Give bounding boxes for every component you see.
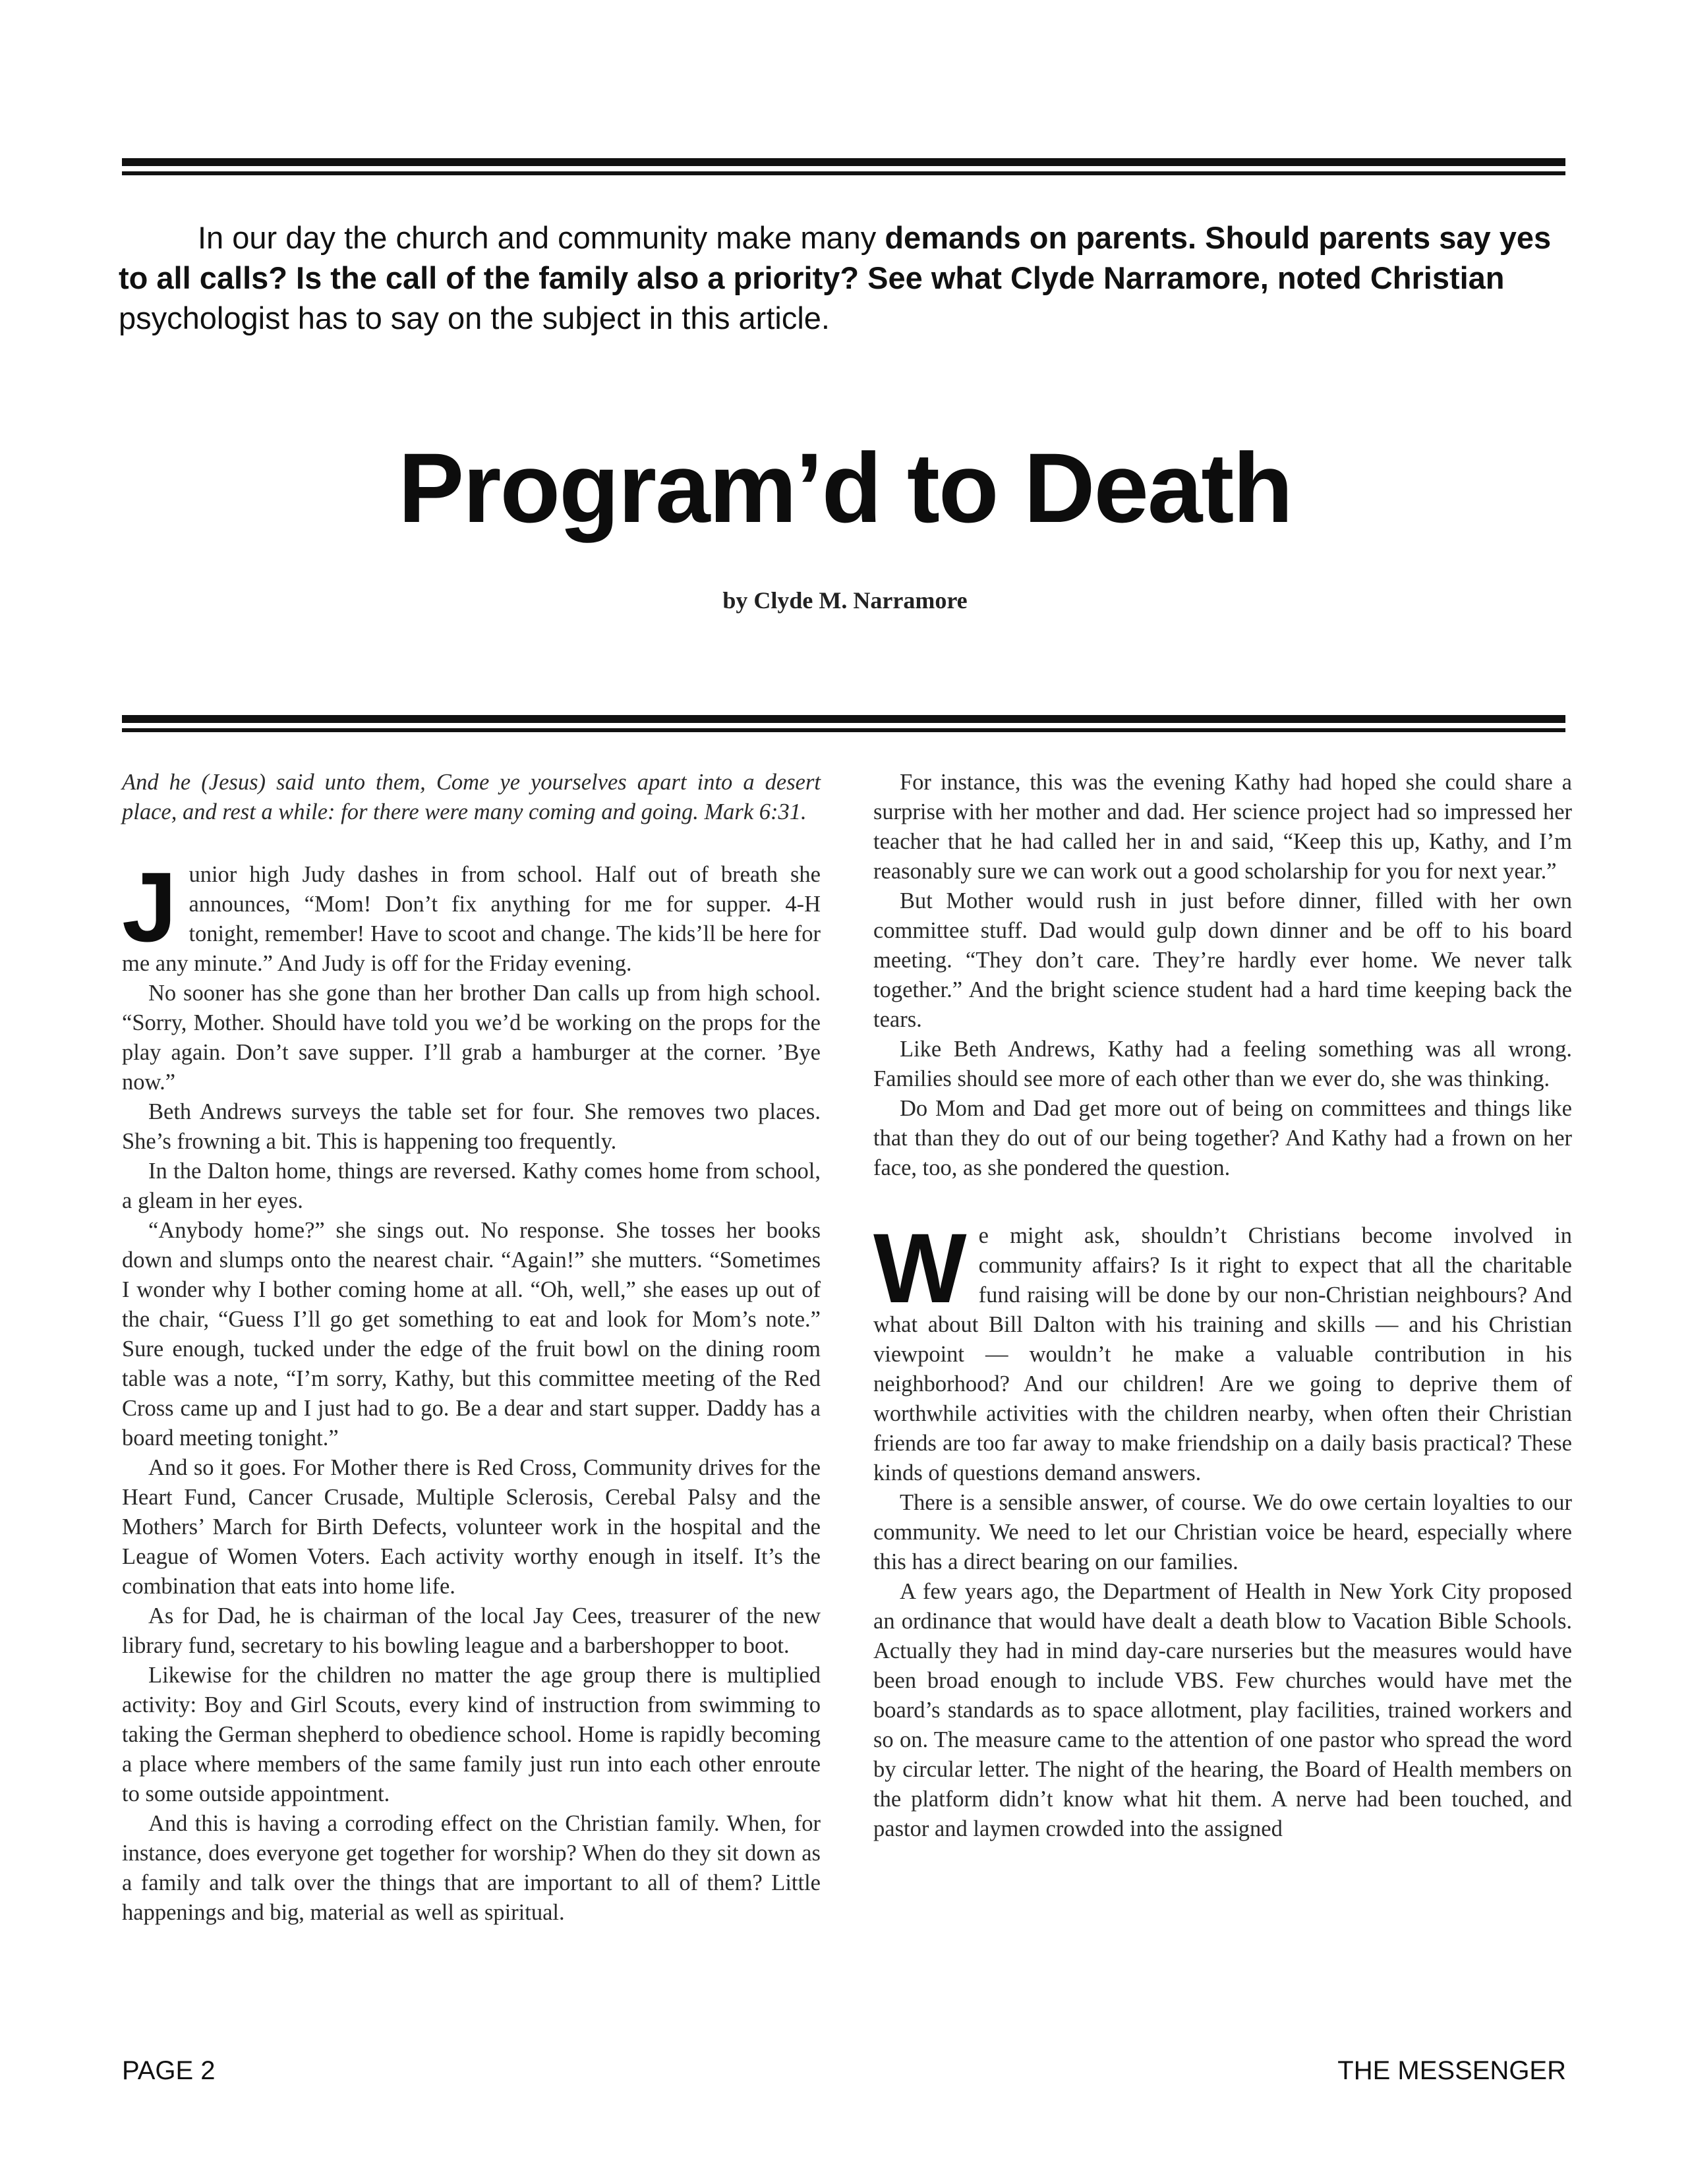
article-title: Program’d to Death bbox=[398, 432, 1292, 543]
paragraph: And this is having a corroding effect on the Christian family. When, for instance, does everyone get together for worship? When do they sit down as a family and talk over the things that are important to all of them? Little happenings and big, material as well as spiritual. bbox=[122, 1811, 821, 1925]
paragraph: There is a sensible answer, of course. We do owe certain loyalties to our community. We need to let our Christian voice be heard, especially where this has a direct bearing on our families. bbox=[873, 1490, 1572, 1574]
section-gap bbox=[873, 1183, 1572, 1221]
paragraph bbox=[122, 851, 821, 979]
left-column bbox=[122, 768, 821, 1928]
paragraph: Like Beth Andrews, Kathy had a feeling something was all wrong. Families should see more of each other than we ever do, she was thinking. bbox=[873, 1037, 1572, 1091]
paragraph: Beth Andrews surveys the table set for four. She removes two places. She’s frowning a bit. This is happening too frequently. bbox=[122, 1099, 821, 1154]
drop-cap: J bbox=[122, 851, 177, 962]
paragraph: No sooner has she gone than her brother Dan calls up from high school. “Sorry, Mother. Should have told you we’d be working on the props for the play again. Don’t save supper. I’ll grab a hamburger at the corner. ’Bye now.” bbox=[122, 981, 821, 1095]
paragraph: Likewise for the children no matter the age group there is multiplied activity: Boy and Girl Scouts, every kind of instruction from swimming to taking the German shepherd to obedience school. Home is rapidly becoming a place where members of the same family just run into each other enroute to some outside appointment. bbox=[122, 1663, 821, 1806]
paragraph: A few years ago, the Department of Health in New York City proposed an ordinance that would have dealt a death blow to Vacation Bible Schools. Actually they had in mind day-care nurseries but the measures would have been broad enough to include VBS. Few churches would have met the board’s standards as to space allotment, play facilities, trained workers and so on. The measure came to the attention of one pastor who spread the word by circular letter. The night of the hearing, the Board of Health members on the platform didn’t know what hit them. A nerve had been touched, and pastor and laymen crowded into the assigned bbox=[873, 1579, 1572, 1841]
publication-name: THE MESSENGER bbox=[1337, 2056, 1566, 2085]
intro-tail: psychologist has to say on the subject in this article. bbox=[119, 301, 830, 335]
paragraph: And so it goes. For Mother there is Red Cross, Community drives for the Heart Fund, Cancer Crusade, Multiple Sclerosis, Cerebal Palsy and the Mothers’ March for Birth Defects, volunteer work in the hospital and the League of Women Voters. Each activity worthy enough in itself. It’s the combination that eats into home life. bbox=[122, 1455, 821, 1599]
paragraph: But Mother would rush in just before dinner, filled with her own committee stuff. Dad would gulp down dinner and be off to his board meeting. “They don’t care. They’re hardly ever home. We never talk together.” And the bright science student had a hard time keeping back the tears. bbox=[873, 888, 1572, 1032]
right-column bbox=[873, 768, 1572, 1844]
top-rule bbox=[122, 158, 1565, 175]
intro-lead: In our day the church and community make many bbox=[198, 220, 877, 255]
paragraph: In the Dalton home, things are reversed. Kathy comes home from school, a gleam in her eyes. bbox=[122, 1159, 821, 1213]
paragraph: For instance, this was the evening Kathy had hoped she could share a surprise with her mother and dad. Her science project had so impressed her teacher that he had called her in and said, “Keep this up, Kathy, and I’m reasonably sure we can work out a good scholarship for you for next year.” bbox=[873, 770, 1572, 884]
drop-cap: W bbox=[873, 1213, 967, 1323]
paragraph: Do Mom and Dad get more out of being on committees and things like that than they do out of our being together? And Kathy had a frown on her face, too, as she pondered the question. bbox=[873, 1096, 1572, 1180]
paragraph-text: e might ask, shouldn’t Christians become involved in community affairs? Is it right to expect that all the charitable fund raising will be done by our non-Christian neighbours? And what about Bill Dalton with his training and skills — and his Christian viewpoint — wouldn’t he make a valuable contribution in his neighborhood? And our children! Are we going to deprive them of worthwhile activities with the children nearby, when often their Christian friends are too far away to make friendship on a daily basis practical? These kinds of questions demand answers. bbox=[873, 1223, 1572, 1485]
epigraph: And he (Jesus) said unto them, Come ye yourselves apart into a desert place, and rest a while: for there were many coming and going. Mark 6:31. bbox=[122, 770, 821, 824]
paragraph: As for Dad, he is chairman of the local Jay Cees, treasurer of the new library fund, secretary to his bowling league and a barbershopper to boot. bbox=[122, 1603, 821, 1658]
byline: by Clyde M. Narramore bbox=[722, 587, 968, 614]
mid-rule bbox=[122, 715, 1565, 732]
intro-blurb bbox=[119, 217, 1575, 338]
paragraph bbox=[873, 1213, 1572, 1488]
page-number: PAGE 2 bbox=[122, 2056, 216, 2085]
intro-bold: demands on parents. Should parents say yes to all calls? Is the call of the family also a priority? See what Clyde Narramore, noted Christian bbox=[119, 220, 1552, 295]
paragraph: “Anybody home?” she sings out. No response. She tosses her books down and slumps onto the nearest chair. “Again!” she mutters. “Sometimes I wonder why I bother coming home at all. “Oh, well,” she eases up out of the chair, “Guess I’ll go get something to eat and look for Mom’s note.” Sure enough, tucked under the edge of the fruit bowl on the dining room table was a note, “I’m sorry, Kathy, but this committee meeting of the Red Cross came up and I just had to go. Be a dear and start supper. Daddy has a board meeting tonight.” bbox=[122, 1218, 821, 1451]
paragraph-text: unior high Judy dashes in from school. Half out of breath she announces, “Mom! Don’t fix anything for me for supper. 4-H tonight, remember! Have to scoot and change. The kids’ll be here for me any minute.” And Judy is off for the Friday evening. bbox=[122, 862, 821, 976]
